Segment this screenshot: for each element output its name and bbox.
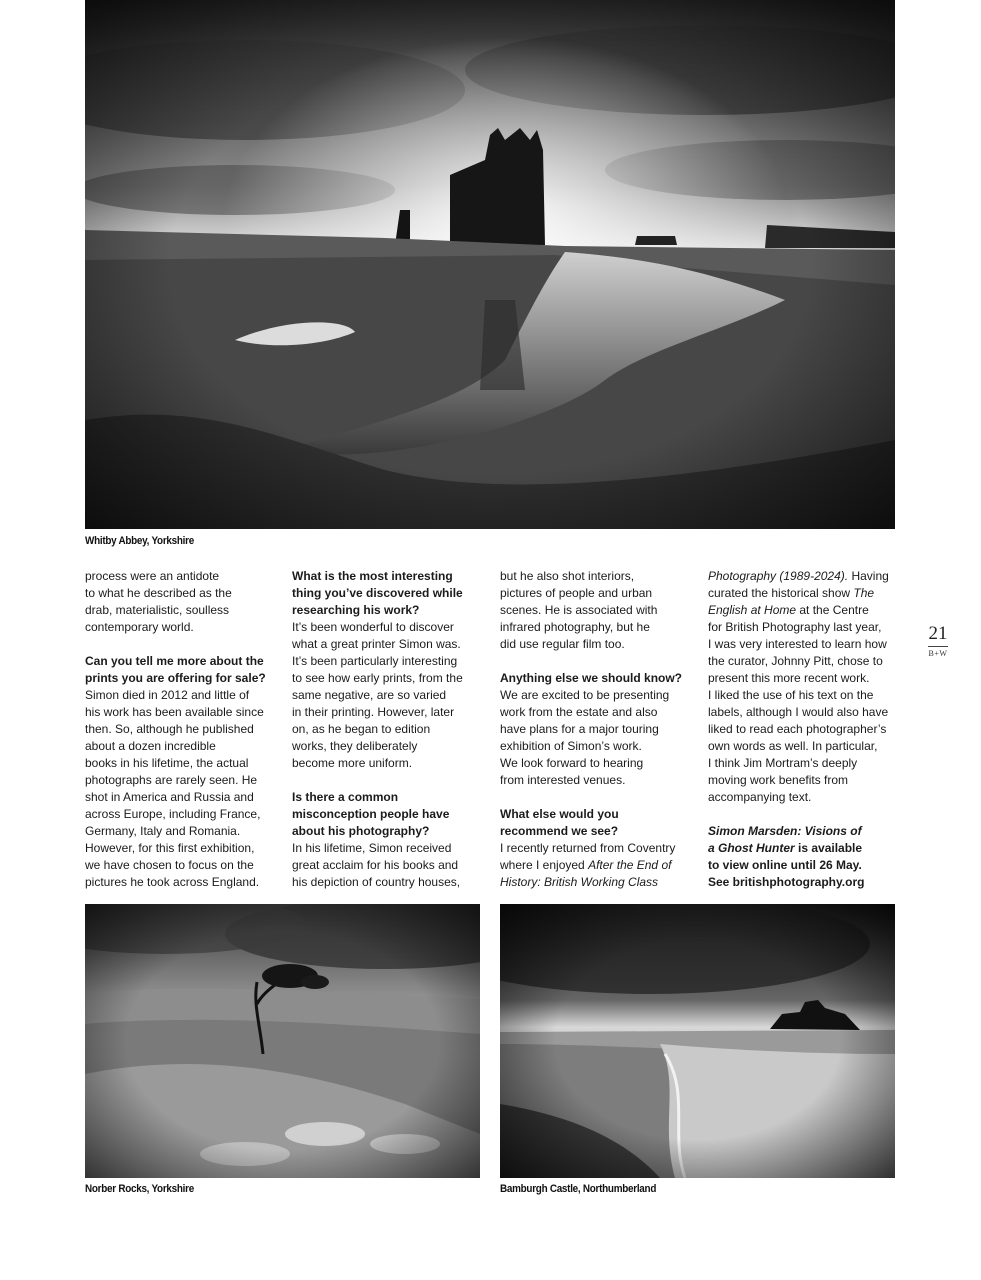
text-run: The [853, 586, 875, 600]
question-line [708, 840, 903, 857]
body-line [292, 857, 482, 874]
body-line [85, 755, 275, 772]
photo-bamburgh-castle [500, 904, 895, 1178]
text-run: Simon died in 2012 and little of [85, 688, 250, 702]
text-run: Germany, Italy and Romania. [85, 824, 241, 838]
caption-norber-rocks: Norber Rocks, Yorkshire [85, 1183, 194, 1195]
text-run: from interested venues. [500, 773, 626, 787]
text-run: What is the most interesting [292, 569, 453, 583]
body-line [708, 653, 903, 670]
text-run: about a dozen incredible [85, 739, 216, 753]
text-run: exhibition of Simon’s work. [500, 739, 642, 753]
text-run: We are excited to be presenting [500, 688, 670, 702]
body-line [708, 602, 903, 619]
body-line [292, 840, 482, 857]
body-line [708, 687, 903, 704]
body-line [85, 806, 275, 823]
body-line [708, 670, 903, 687]
body-line [85, 857, 275, 874]
text-run: to what he described as the [85, 586, 232, 600]
text-run: work from the estate and also [500, 705, 658, 719]
question-line [500, 823, 690, 840]
body-line [708, 619, 903, 636]
text-run: liked to read each photographer’s [708, 722, 887, 736]
text-run: did use regular film too. [500, 637, 625, 651]
question-line [292, 823, 482, 840]
text-run: History: British Working Class [500, 875, 659, 889]
text-run: In his lifetime, Simon received [292, 841, 452, 855]
text-run: great acclaim for his books and [292, 858, 459, 872]
text-run: about his photography? [292, 824, 430, 838]
text-run: Is there a common [292, 790, 399, 804]
body-line [292, 636, 482, 653]
body-line [500, 755, 690, 772]
text-run: I recently returned from Coventry [500, 841, 676, 855]
text-run: own words as well. In particular, [708, 739, 878, 753]
text-run: present this more recent work. [708, 671, 870, 685]
text-column-2 [292, 568, 482, 891]
body-line [85, 789, 275, 806]
text-run: researching his work? [292, 603, 420, 617]
text-run: labels, although I would also have [708, 705, 889, 719]
page-number: 21 [928, 623, 948, 644]
photo-norber-rocks [85, 904, 480, 1178]
text-column-1 [85, 568, 275, 891]
question-line [500, 670, 690, 687]
body-line [85, 823, 275, 840]
body-line [85, 687, 275, 704]
text-run: to view online until 26 May. [708, 858, 862, 872]
text-run: misconception people have [292, 807, 450, 821]
text-run: After the End of [588, 858, 672, 872]
body-line [85, 568, 275, 585]
text-run: we have chosen to focus on the [85, 858, 254, 872]
text-run: shot in America and Russia and [85, 790, 254, 804]
paragraph-gap [500, 653, 690, 670]
body-line [85, 772, 275, 789]
text-run: I was very interested to learn how [708, 637, 887, 651]
text-run: on, as he began to edition [292, 722, 431, 736]
question-line [500, 806, 690, 823]
paragraph-gap [500, 789, 690, 806]
body-line [292, 619, 482, 636]
text-run: I think Jim Mortram’s deeply [708, 756, 858, 770]
text-run: what a great printer Simon was. [292, 637, 461, 651]
text-run: moving work benefits from [708, 773, 849, 787]
text-run: scenes. He is associated with [500, 603, 658, 617]
body-line [292, 670, 482, 687]
body-line [85, 619, 275, 636]
magazine-mark: B+W [928, 649, 948, 658]
body-line [292, 704, 482, 721]
body-line [85, 840, 275, 857]
body-line [85, 721, 275, 738]
body-line [292, 755, 482, 772]
body-line [708, 721, 903, 738]
text-run: pictures he took across England. [85, 875, 260, 889]
text-column-3 [500, 568, 690, 891]
text-run: Can you tell me more about the [85, 654, 264, 668]
body-line [500, 738, 690, 755]
text-column-4 [708, 568, 903, 891]
body-line [292, 874, 482, 891]
body-line [500, 619, 690, 636]
body-line [500, 585, 690, 602]
text-run: It’s been wonderful to discover [292, 620, 454, 634]
question-line [708, 857, 903, 874]
text-run: his work has been available since [85, 705, 264, 719]
body-line [708, 738, 903, 755]
body-line [292, 738, 482, 755]
text-run: works, they deliberately [292, 739, 418, 753]
body-line [500, 602, 690, 619]
text-run: Photography (1989-2024). [708, 569, 849, 583]
text-run: to see how early prints, from the [292, 671, 463, 685]
body-line [708, 568, 903, 585]
text-run: Simon Marsden: Visions of [708, 824, 862, 838]
body-line [85, 874, 275, 891]
paragraph-gap [85, 636, 275, 653]
text-run: is available [794, 841, 863, 855]
body-line [500, 874, 690, 891]
text-run: then. So, although he published [85, 722, 254, 736]
page-folio [925, 624, 951, 658]
question-line [292, 806, 482, 823]
body-line [292, 721, 482, 738]
body-line [708, 772, 903, 789]
text-run: his depiction of country houses, [292, 875, 461, 889]
paragraph-gap [292, 772, 482, 789]
text-run: across Europe, including France, [85, 807, 261, 821]
body-line [292, 653, 482, 670]
text-run: same negative, are so varied [292, 688, 447, 702]
question-line [292, 568, 482, 585]
body-line [708, 585, 903, 602]
text-run: where I enjoyed [500, 858, 589, 872]
photo-whitby-abbey [85, 0, 895, 529]
text-run: curated the historical show [708, 586, 854, 600]
text-run: the curator, Johnny Pitt, chose to [708, 654, 883, 668]
text-run: infrared photography, but he [500, 620, 650, 634]
question-line [85, 653, 275, 670]
text-run: but he also shot interiors, [500, 569, 635, 583]
text-run: What else would you [500, 807, 619, 821]
text-run: books in his lifetime, the actual [85, 756, 249, 770]
text-run: a Ghost Hunter [708, 841, 795, 855]
question-line [292, 602, 482, 619]
text-run: contemporary world. [85, 620, 194, 634]
body-line [85, 738, 275, 755]
body-line [500, 721, 690, 738]
body-line [708, 636, 903, 653]
text-run: pictures of people and urban [500, 586, 653, 600]
question-line [708, 823, 903, 840]
text-run: English at Home [708, 603, 797, 617]
body-line [500, 568, 690, 585]
body-line [500, 704, 690, 721]
text-run: process were an antidote [85, 569, 220, 583]
body-line [708, 704, 903, 721]
text-run: in their printing. However, later [292, 705, 455, 719]
text-run: photographs are rarely seen. He [85, 773, 258, 787]
text-run: thing you’ve discovered while [292, 586, 463, 600]
text-run: become more uniform. [292, 756, 413, 770]
body-line [500, 857, 690, 874]
question-line [85, 670, 275, 687]
text-run: prints you are offering for sale? [85, 671, 266, 685]
question-line [292, 585, 482, 602]
body-line [500, 840, 690, 857]
text-run: recommend we see? [500, 824, 619, 838]
text-run: See britishphotography.org [708, 875, 865, 889]
question-line [708, 874, 903, 891]
text-run: I liked the use of his text on the [708, 688, 874, 702]
folio-rule [928, 646, 948, 647]
text-run: accompanying text. [708, 790, 812, 804]
body-line [500, 772, 690, 789]
body-line [500, 636, 690, 653]
text-run: drab, materialistic, soulless [85, 603, 230, 617]
paragraph-gap [708, 806, 903, 823]
text-run: have plans for a major touring [500, 722, 659, 736]
body-line [85, 704, 275, 721]
caption-bamburgh-castle: Bamburgh Castle, Northumberland [500, 1183, 657, 1195]
body-line [708, 755, 903, 772]
body-line [85, 585, 275, 602]
question-line [292, 789, 482, 806]
text-run: It’s been particularly interesting [292, 654, 458, 668]
body-line [292, 687, 482, 704]
body-line [500, 687, 690, 704]
text-run: at the Centre [796, 603, 869, 617]
text-run: for British Photography last year, [708, 620, 882, 634]
text-run: Having [848, 569, 889, 583]
caption-whitby-abbey: Whitby Abbey, Yorkshire [85, 535, 194, 547]
text-run: However, for this first exhibition, [85, 841, 255, 855]
text-run: We look forward to hearing [500, 756, 644, 770]
body-line [85, 602, 275, 619]
body-line [708, 789, 903, 806]
text-run: Anything else we should know? [500, 671, 683, 685]
